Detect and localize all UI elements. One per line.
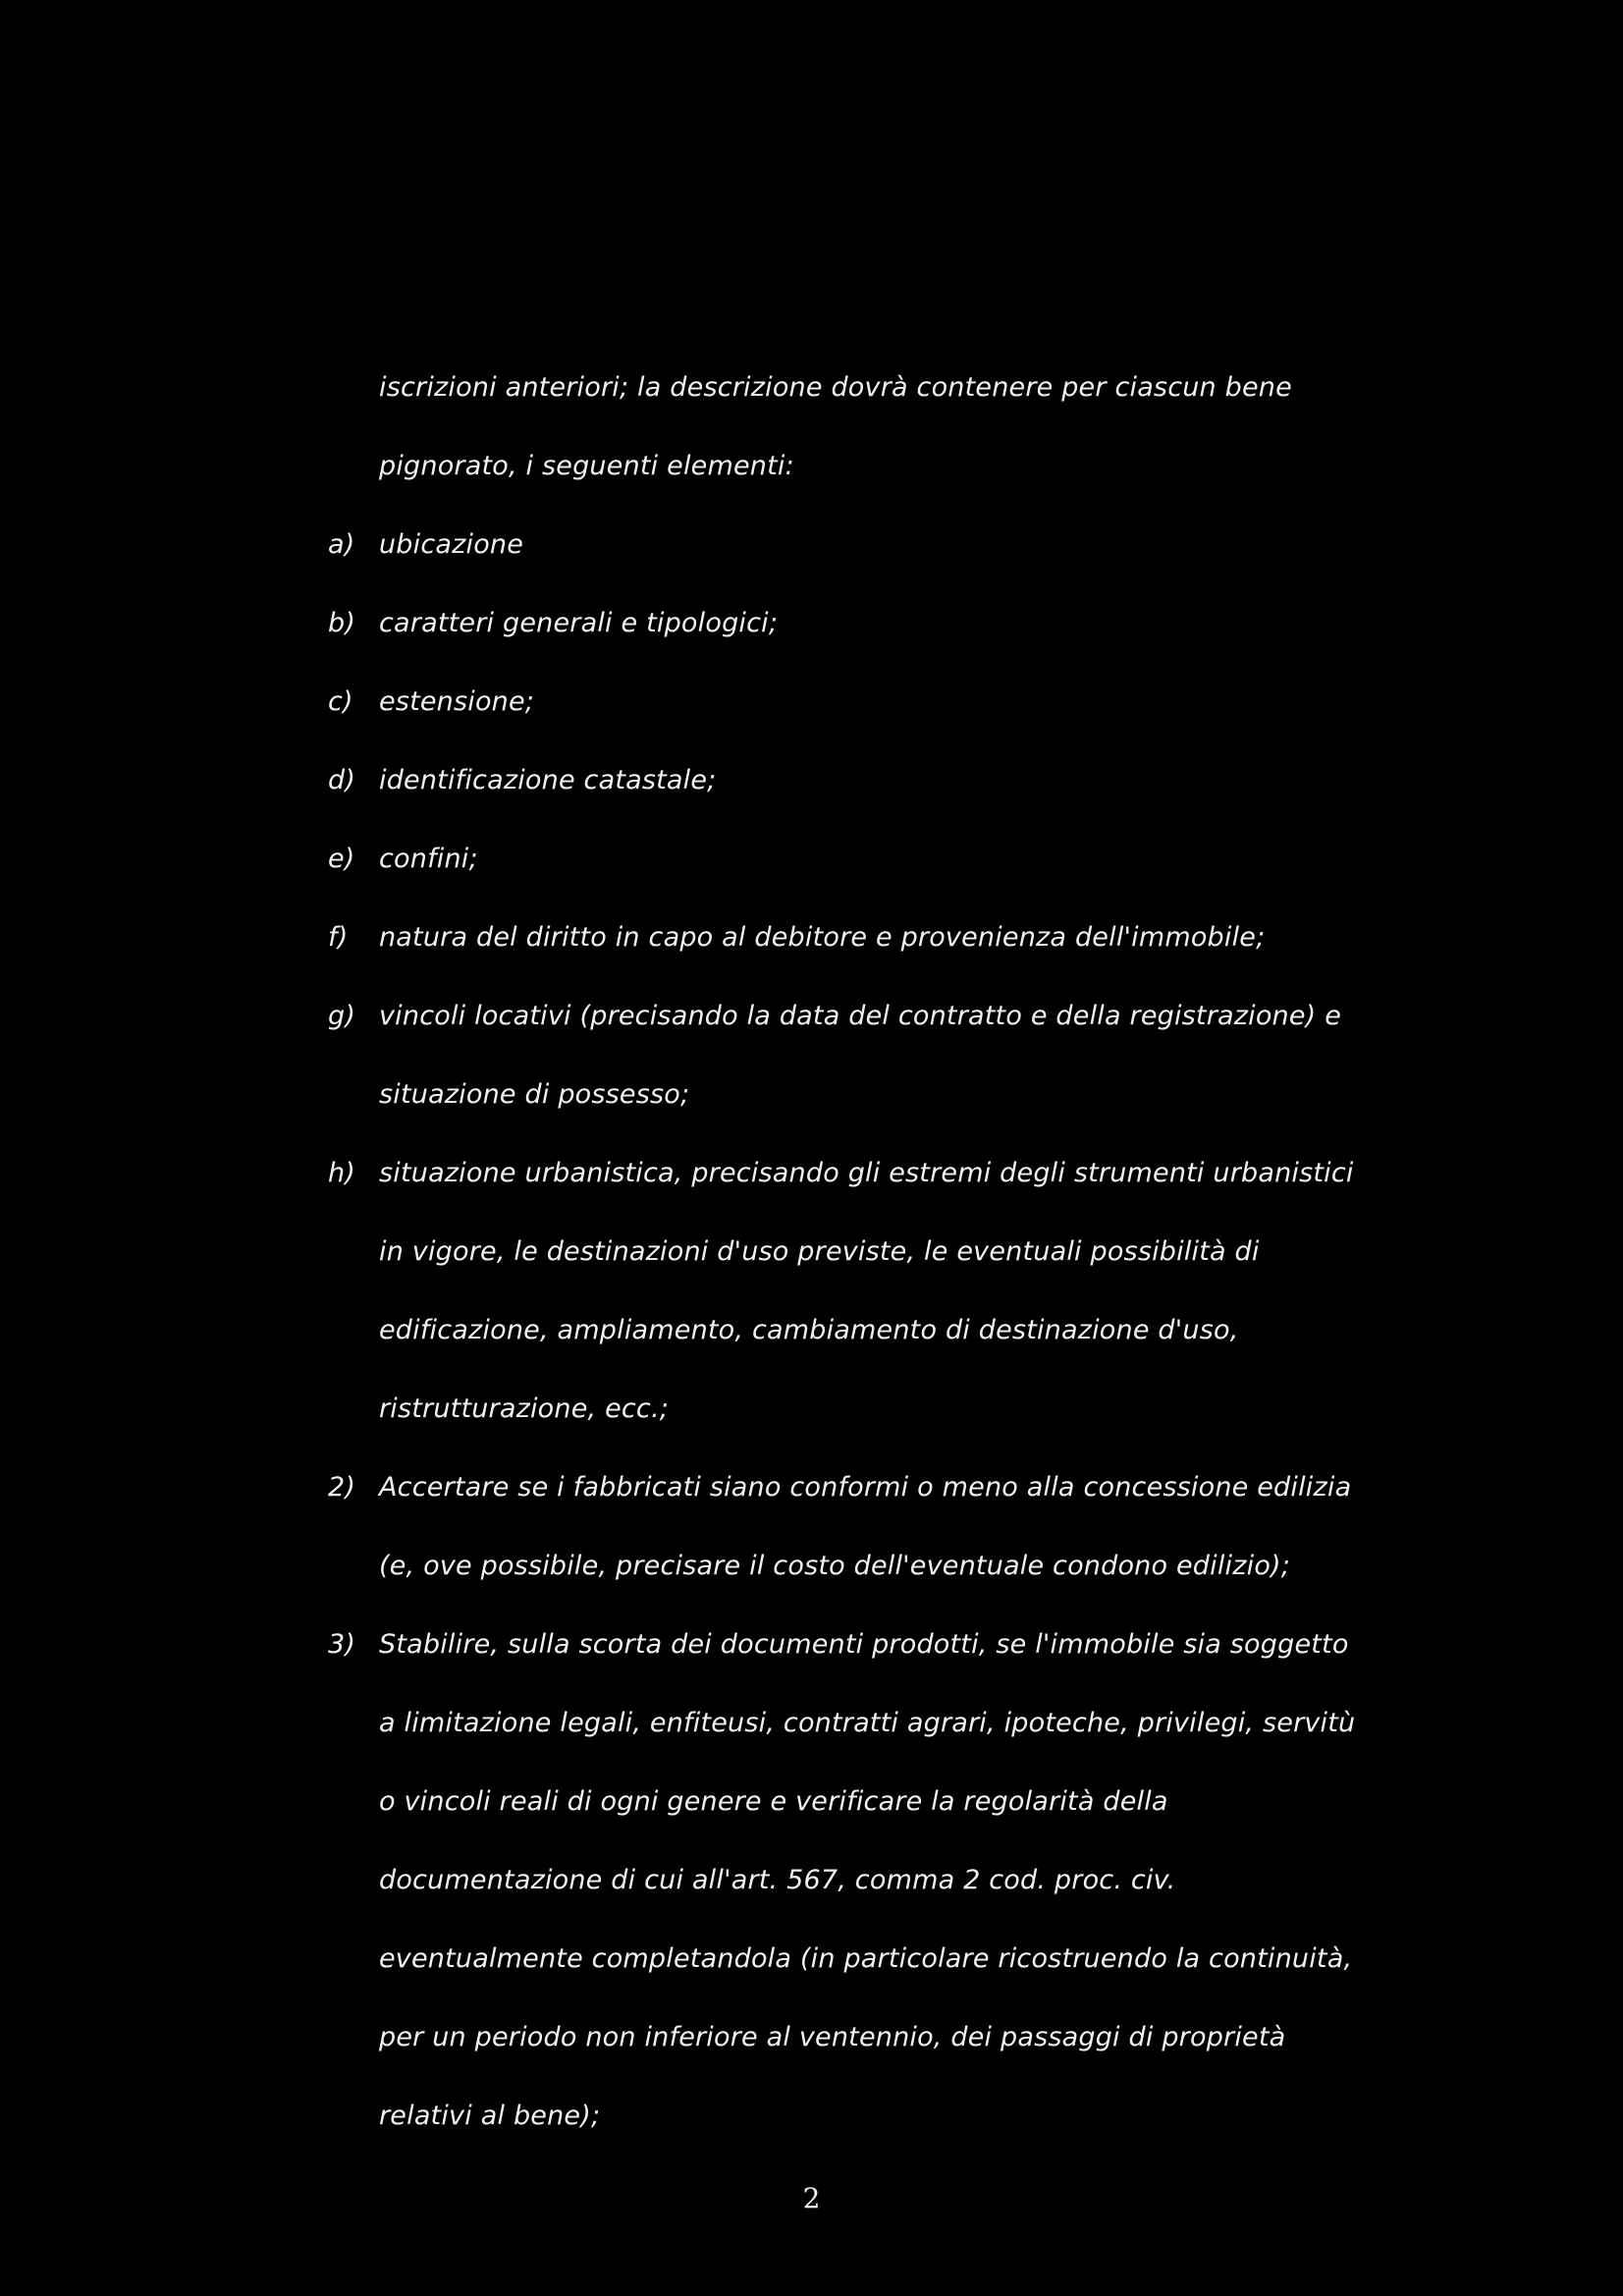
list-item-g [316, 977, 1342, 1134]
list-marker: h) [328, 1158, 356, 1188]
list-item-d [316, 741, 1313, 820]
list-item-text: in vigore, le destinazioni d'uso previste, le eventuali possibilità di [379, 1236, 1260, 1267]
list-item-e [316, 820, 1313, 899]
list-marker: 2) [328, 1472, 356, 1503]
list-item-text: o vincoli reali di ogni genere e verificare la regolarità della [379, 1786, 1168, 1817]
list-marker: c) [328, 686, 353, 717]
list-item-b [316, 584, 1313, 663]
list-item-text: relativi al bene); [379, 2101, 601, 2131]
list-item-text: Stabilire, sulla scorta dei documenti prodotti, se l'immobile sia soggetto [379, 1629, 1349, 1660]
list-item-text: a limitazione legali, enfiteusi, contratti agrari, ipoteche, privilegi, servitù [379, 1708, 1356, 1738]
list-item-2 [316, 1449, 1352, 1606]
list-marker: e) [328, 844, 355, 874]
list-item-text: situazione urbanistica, precisando gli estremi degli strumenti urbanistici [379, 1158, 1354, 1188]
list-item-h [316, 1134, 1354, 1449]
list-marker: b) [328, 608, 356, 638]
list-marker: a) [328, 529, 355, 560]
list-item-text: natura del diritto in capo al debitore e provenienza dell'immobile; [379, 922, 1266, 953]
list-item-a [316, 506, 1313, 584]
list-item-text: ubicazione [379, 529, 524, 560]
list-item-text: estensione; [379, 686, 535, 717]
list-item-text: vincoli locativi (precisando la data del contratto e della registrazione) e [379, 1001, 1342, 1031]
list-item-text: documentazione di cui all'art. 567, comma 2 cod. proc. civ. [379, 1865, 1176, 1895]
list-item-text: eventualmente completandola (in particolare ricostruendo la continuità, [379, 1943, 1353, 1974]
intro-line: iscrizioni anteriori; la descrizione dovrà contenere per ciascun bene [379, 372, 1292, 403]
list-item-text: situazione di possesso; [379, 1079, 690, 1110]
list-item-text: ristrutturazione, ecc.; [379, 1394, 670, 1424]
list-item-text: (e, ove possibile, precisare il costo dell'eventuale condono edilizio); [379, 1551, 1291, 1581]
list-item-f [316, 899, 1313, 977]
intro-line: pignorato, i seguenti elementi: [379, 451, 794, 481]
text-body [316, 349, 1356, 2156]
list-item-text: Accertare se i fabbricati siano conformi o meno alla concessione edilizia [379, 1472, 1352, 1503]
list-item-text: caratteri generali e tipologici; [379, 608, 779, 638]
list-item-c [316, 663, 1313, 741]
list-marker: d) [328, 765, 356, 795]
page-number: 2 [802, 2182, 821, 2214]
list-item-text: per un periodo non inferiore al ventennio, dei passaggi di proprietà [379, 2022, 1286, 2052]
list-marker: 3) [328, 1629, 356, 1660]
list-item-text: confini; [379, 844, 478, 874]
list-marker: f) [328, 922, 349, 953]
list-item-text: edificazione, ampliamento, cambiamento di destinazione d'uso, [379, 1315, 1239, 1345]
list-item-3 [316, 1606, 1356, 2156]
list-marker: g) [328, 1001, 356, 1031]
list-item-text: identificazione catastale; [379, 765, 717, 795]
